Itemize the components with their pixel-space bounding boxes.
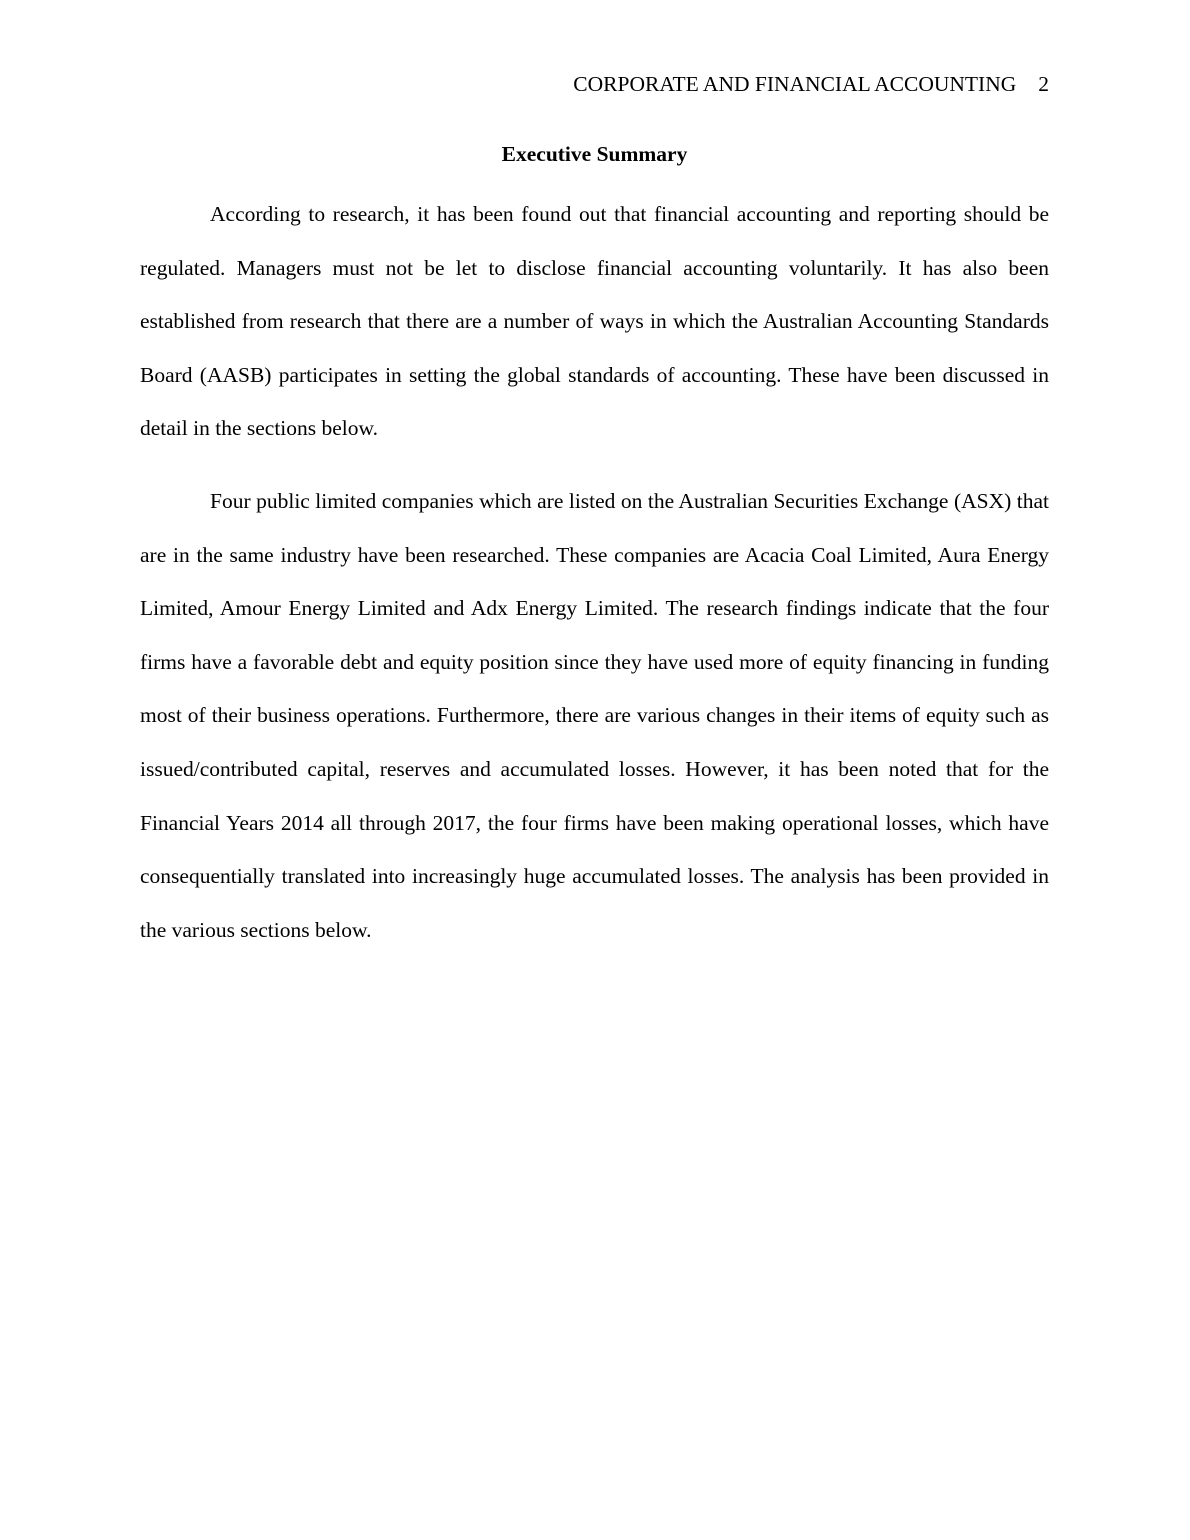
page-number: 2 bbox=[1038, 72, 1049, 96]
paragraph: Four public limited companies which are listed on the Australian Securities Exchange (ASX) that are in the same industry have been researched. These companies are Acacia Coal Limited, Aura Energy Limited, Amour Energy Limited and Adx Energy Limited. The research findings indicate that the four firms have a favorable debt and equity position since they have used more of equity financing in funding most of their business operations. Furthermore, there are various changes in their items of equity such as issued/contributed capital, reserves and accumulated losses. However, it has been noted that for the Financial Years 2014 all through 2017, the four firms have been making operational losses, which have consequentially translated into increasingly huge accumulated losses. The analysis has been provided in the various sections below. bbox=[140, 488, 1049, 942]
running-title: CORPORATE AND FINANCIAL ACCOUNTING bbox=[573, 72, 1017, 96]
section-title: Executive Summary bbox=[501, 142, 688, 166]
running-header bbox=[573, 70, 1049, 98]
paragraph: According to research, it has been found out that financial accounting and reporting should be regulated. Managers must not be let to disclose financial accounting voluntarily. It has also been established from research that there are a number of ways in which the Australian Accounting Standards Board (AASB) participates in setting the global standards of accounting. These have been discussed in detail in the sections below. bbox=[140, 202, 1049, 441]
document-body bbox=[140, 140, 1049, 976]
